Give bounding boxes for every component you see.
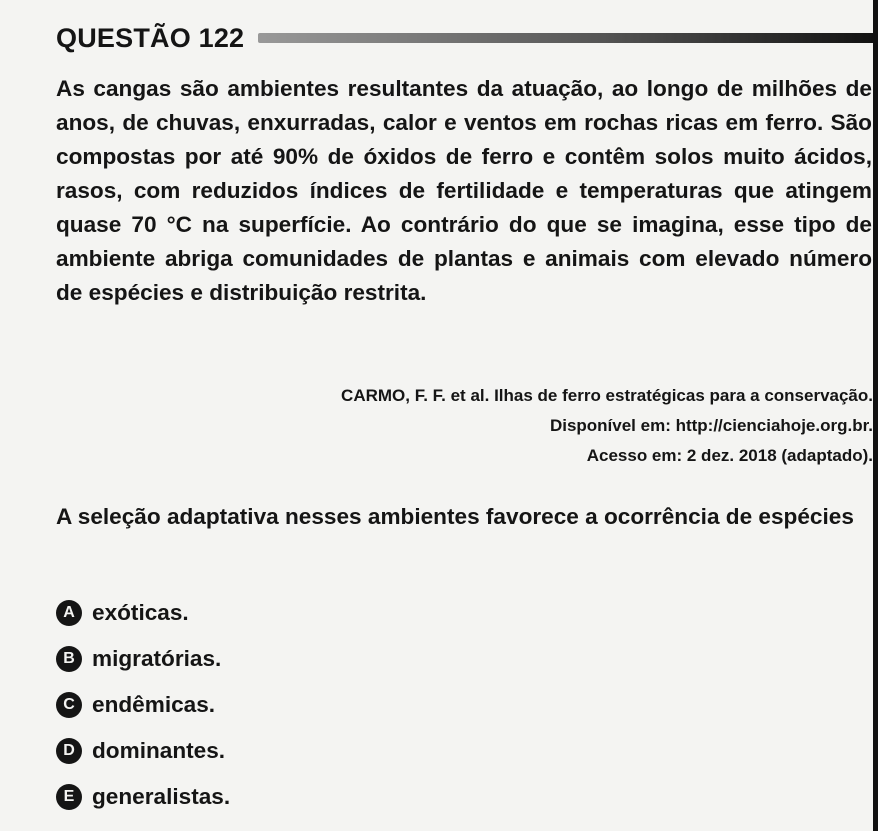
option-d[interactable] (56, 728, 836, 774)
option-e-letter-icon: E (56, 784, 82, 810)
option-a-text: exóticas. (92, 600, 189, 625)
header-rule (258, 33, 878, 43)
option-d-letter-icon: D (56, 738, 82, 764)
option-c-text: endêmicas. (92, 692, 216, 717)
option-c-letter-icon: C (56, 692, 82, 718)
passage-text: As cangas são ambientes resultantes da atuação, ao longo de milhões de anos, de chuvas, enxurradas, calor e ventos em rochas ricas em ferro. São compostas por até 90% de óxidos de ferro e contêm solos muito ácidos, rasos, com reduzidos índices de fertilidade e temperaturas que atingem quase 70 °C na superfície. Ao contrário do que se imagina, esse tipo de ambiente abriga comunidades de plantas e animais com elevado número de espécies e distribuição restrita. (56, 76, 872, 305)
option-c[interactable] (56, 682, 836, 728)
question-header (56, 18, 878, 58)
option-b-letter-icon: B (56, 646, 82, 672)
question-title: QUESTÃO 122 (56, 22, 245, 53)
option-a-letter-icon: A (56, 600, 82, 626)
option-d-text: dominantes. (92, 738, 226, 763)
page-edge-border (873, 0, 878, 831)
source-access: Acesso em: 2 dez. 2018 (adaptado). (586, 446, 873, 465)
option-a[interactable] (56, 590, 836, 636)
source-available: Disponível em: http://cienciahoje.org.br. (549, 416, 873, 435)
source-first-line (113, 381, 873, 411)
question-prompt: A seleção adaptativa nesses ambientes favorece a ocorrência de espécies (56, 504, 854, 529)
option-e-text: generalistas. (92, 784, 231, 809)
source-work: Ilhas de ferro estratégicas para a conservação. (494, 386, 873, 405)
option-e[interactable] (56, 774, 836, 820)
option-b[interactable] (56, 636, 836, 682)
source-author: CARMO, F. F. et al. (341, 386, 490, 405)
answer-options (56, 590, 836, 820)
source-citation (113, 381, 873, 471)
option-b-text: migratórias. (92, 646, 222, 671)
